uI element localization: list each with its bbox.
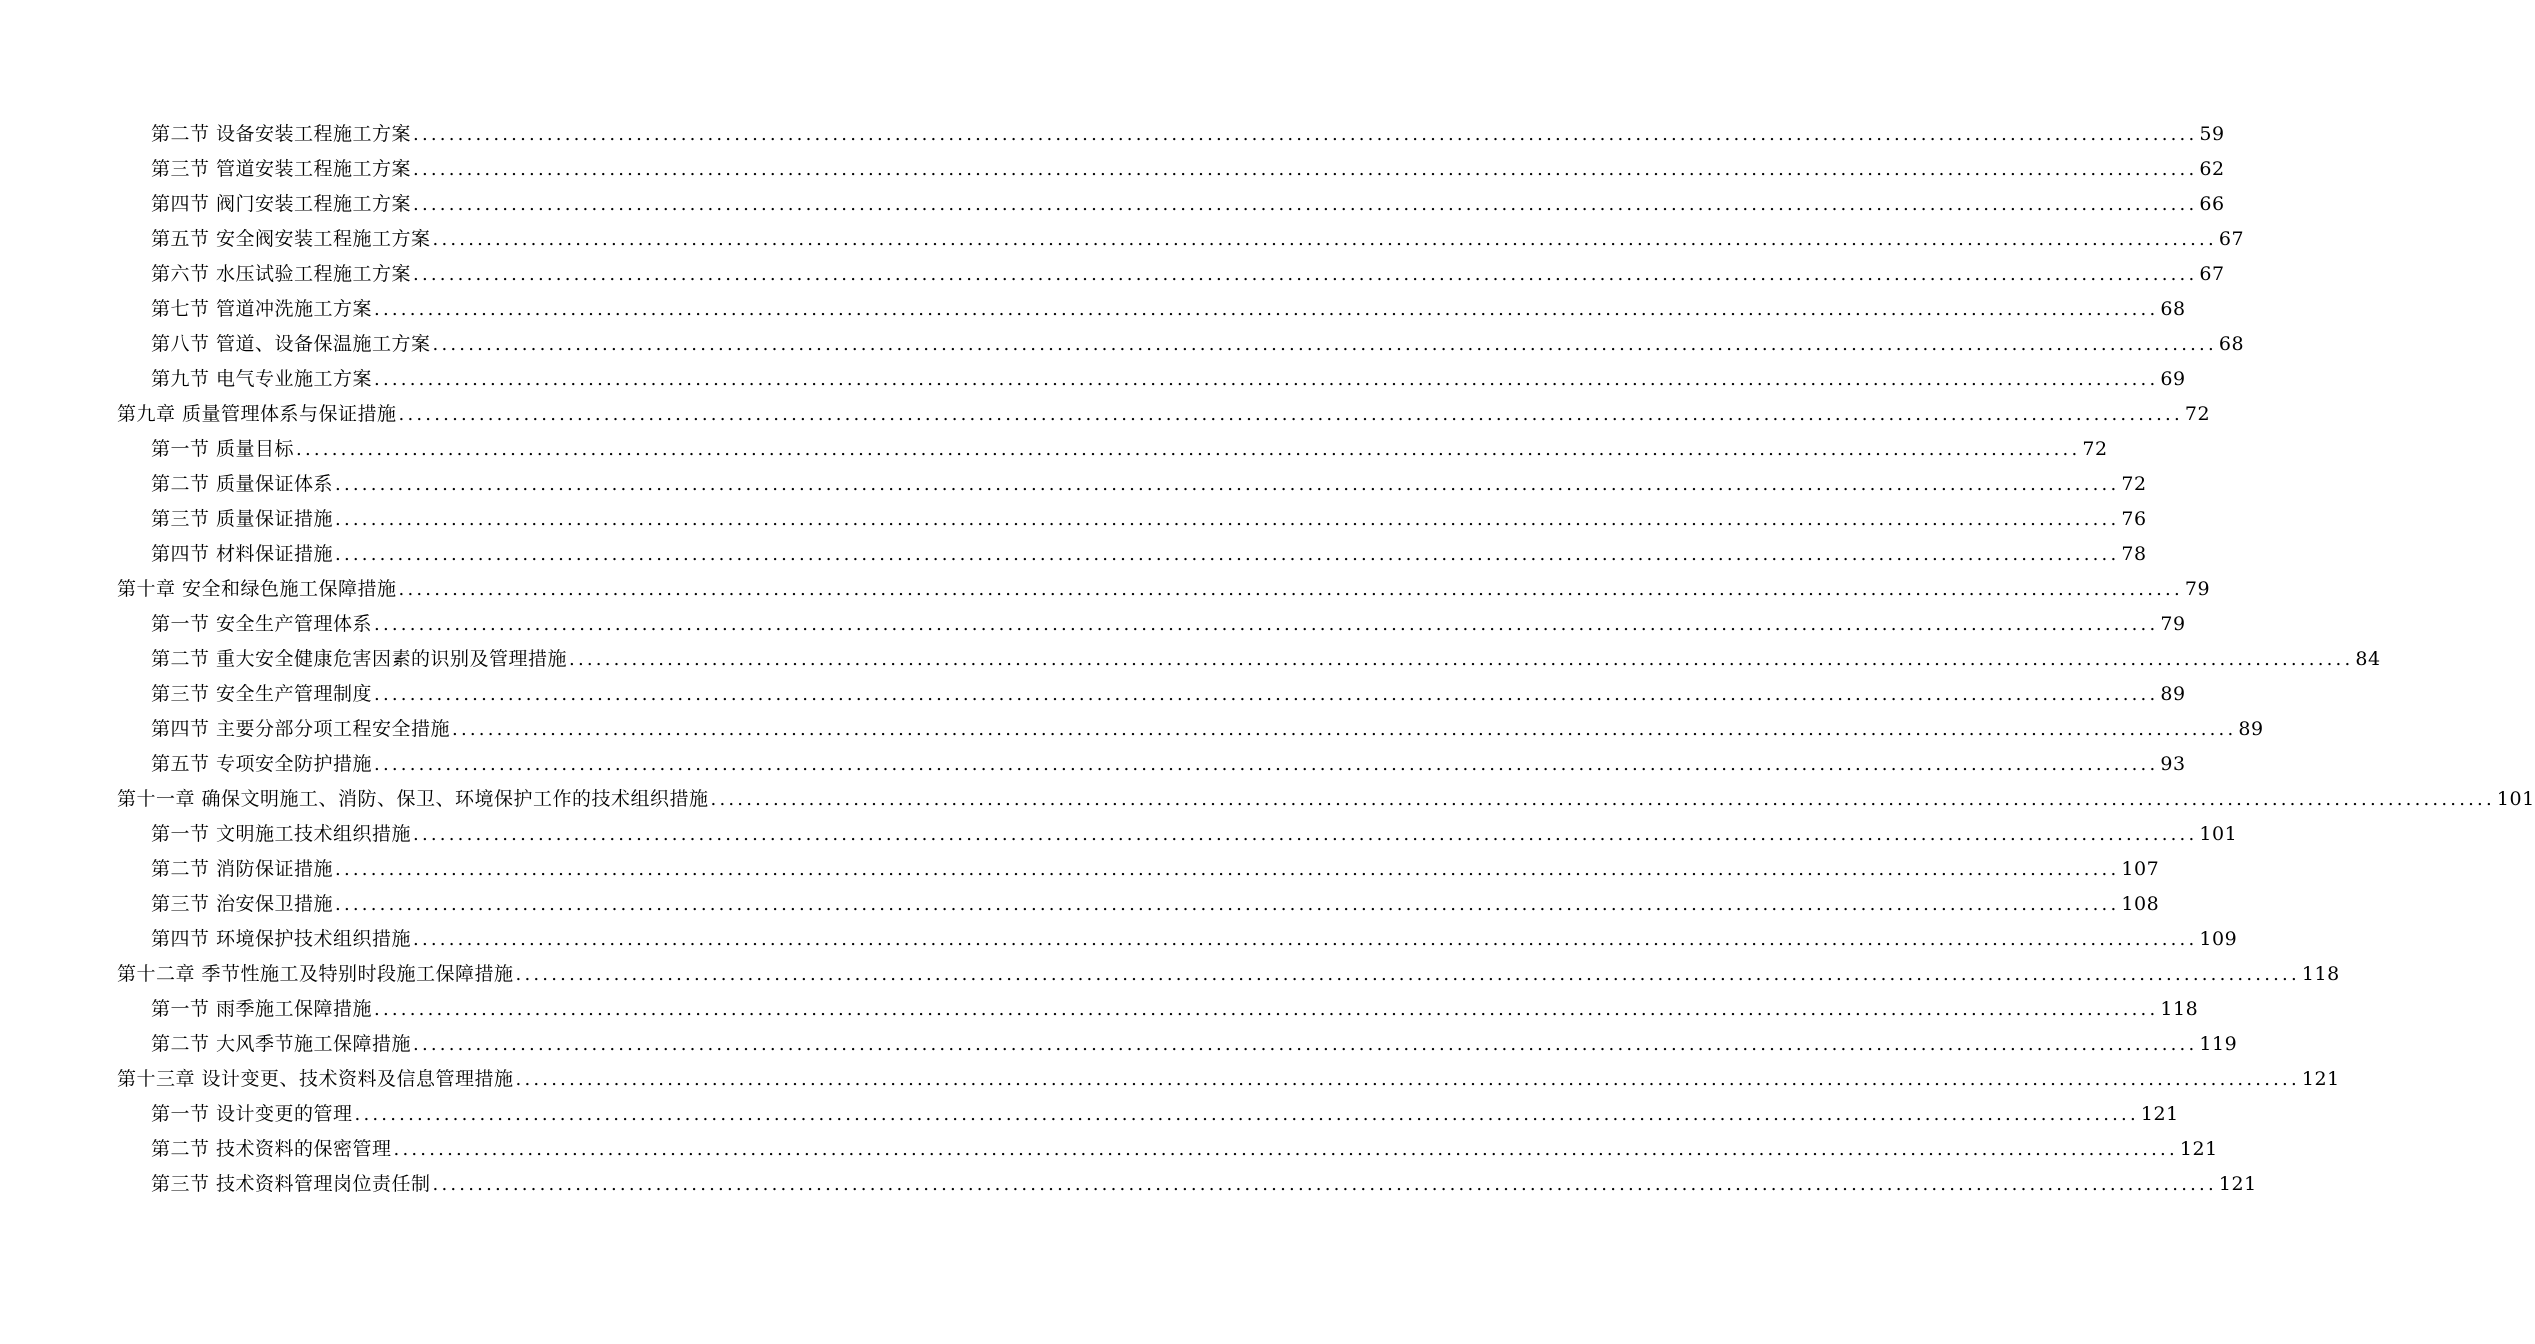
toc-entry[interactable]: [0, 187, 2225, 222]
dot-leader: ........................................................................................................................................................................................................: [432, 1174, 2217, 1195]
toc-entry[interactable]: [0, 1097, 2179, 1132]
toc-entry-title: 第十二章 季节性施工及特别时段施工保障措施: [117, 963, 514, 985]
toc-entry[interactable]: [0, 222, 2245, 257]
dot-leader: ........................................................................................................................................................................................................: [374, 369, 2159, 390]
toc-entry[interactable]: [0, 1132, 2218, 1167]
toc-entry-title: 第二节 消防保证措施: [151, 858, 334, 880]
dot-leader: ........................................................................................................................................................................................................: [452, 719, 2237, 740]
dot-leader: ........................................................................................................................................................................................................: [569, 649, 2354, 670]
toc-entry[interactable]: [0, 712, 2264, 747]
toc-entry-page: 72: [2082, 438, 2108, 460]
dot-leader: ........................................................................................................................................................................................................: [335, 474, 2120, 495]
toc-entry-page: 107: [2121, 858, 2160, 880]
toc-entry-page: 89: [2160, 683, 2186, 705]
dot-leader: ........................................................................................................................................................................................................: [413, 1034, 2198, 1055]
toc-entry-title: 第二节 设备安装工程施工方案: [151, 123, 412, 145]
toc-entry[interactable]: [0, 922, 2238, 957]
dot-leader: ........................................................................................................................................................................................................: [398, 579, 2183, 600]
toc-entry-title: 第三节 安全生产管理制度: [151, 683, 373, 705]
toc-entry-title: 第八节 管道、设备保温施工方案: [151, 333, 431, 355]
dot-leader: ........................................................................................................................................................................................................: [296, 439, 2081, 460]
toc-entry-title: 第十章 安全和绿色施工保障措施: [117, 578, 397, 600]
toc-entry-page: 72: [2121, 473, 2147, 495]
dot-leader: ........................................................................................................................................................................................................: [335, 544, 2120, 565]
toc-entry[interactable]: [0, 747, 2186, 782]
dot-leader: ........................................................................................................................................................................................................: [432, 334, 2217, 355]
dot-leader: ........................................................................................................................................................................................................: [374, 614, 2159, 635]
toc-entry[interactable]: [0, 642, 2381, 677]
toc-entry[interactable]: [0, 257, 2225, 292]
toc-entry-page: 67: [2199, 263, 2225, 285]
dot-leader: ........................................................................................................................................................................................................: [413, 264, 2198, 285]
dot-leader: ........................................................................................................................................................................................................: [393, 1139, 2178, 1160]
dot-leader: ........................................................................................................................................................................................................: [432, 229, 2217, 250]
toc-entry-page: 118: [2301, 963, 2340, 985]
table-of-contents: [0, 117, 2535, 1202]
toc-entry[interactable]: [0, 852, 2160, 887]
toc-entry-title: 第四节 阀门安装工程施工方案: [151, 193, 412, 215]
toc-entry[interactable]: [0, 117, 2225, 152]
toc-entry-page: 89: [2238, 718, 2264, 740]
toc-entry-page: 79: [2160, 613, 2186, 635]
dot-leader: ........................................................................................................................................................................................................: [398, 404, 2183, 425]
toc-entry-page: 93: [2160, 753, 2186, 775]
toc-entry-page: 78: [2121, 543, 2147, 565]
toc-chapter-entry[interactable]: [0, 397, 2211, 432]
toc-entry[interactable]: [0, 1027, 2238, 1062]
toc-entry-page: 68: [2218, 333, 2245, 355]
toc-entry-title: 第三节 治安保卫措施: [151, 893, 334, 915]
dot-leader: ........................................................................................................................................................................................................: [413, 824, 2198, 845]
toc-entry-page: 84: [2355, 648, 2381, 670]
dot-leader: ........................................................................................................................................................................................................: [374, 299, 2159, 320]
toc-entry-title: 第二节 重大安全健康危害因素的识别及管理措施: [151, 648, 568, 670]
dot-leader: ........................................................................................................................................................................................................: [413, 194, 2198, 215]
toc-entry-page: 59: [2199, 123, 2225, 145]
toc-entry[interactable]: [0, 432, 2108, 467]
toc-entry-title: 第四节 环境保护技术组织措施: [151, 928, 412, 950]
toc-entry-page: 109: [2199, 928, 2238, 950]
dot-leader: ........................................................................................................................................................................................................: [374, 754, 2159, 775]
toc-entry[interactable]: [0, 677, 2186, 712]
toc-entry-title: 第一节 设计变更的管理: [151, 1103, 353, 1125]
toc-entry[interactable]: [0, 467, 2147, 502]
toc-entry-page: 121: [2179, 1138, 2218, 1160]
toc-entry-title: 第十三章 设计变更、技术资料及信息管理措施: [117, 1068, 514, 1090]
toc-entry-title: 第二节 技术资料的保密管理: [151, 1138, 392, 1160]
toc-entry-title: 第一节 安全生产管理体系: [151, 613, 373, 635]
toc-entry-page: 72: [2184, 403, 2211, 425]
toc-entry[interactable]: [0, 992, 2199, 1027]
toc-chapter-entry[interactable]: [0, 572, 2211, 607]
dot-leader: ........................................................................................................................................................................................................: [335, 859, 2120, 880]
toc-entry[interactable]: [0, 607, 2186, 642]
toc-entry-page: 66: [2199, 193, 2225, 215]
toc-entry-page: 121: [2301, 1068, 2340, 1090]
toc-entry[interactable]: [0, 292, 2186, 327]
dot-leader: ........................................................................................................................................................................................................: [335, 894, 2120, 915]
toc-entry[interactable]: [0, 817, 2238, 852]
toc-chapter-entry[interactable]: [0, 782, 2535, 817]
toc-entry[interactable]: [0, 362, 2186, 397]
toc-entry-page: 62: [2199, 158, 2225, 180]
toc-entry-page: 101: [2199, 823, 2238, 845]
toc-entry-title: 第十一章 确保文明施工、消防、保卫、环境保护工作的技术组织措施: [117, 788, 709, 810]
toc-entry-title: 第三节 技术资料管理岗位责任制: [151, 1173, 431, 1195]
toc-chapter-entry[interactable]: [0, 957, 2340, 992]
toc-entry-title: 第九节 电气专业施工方案: [151, 368, 373, 390]
toc-entry-page: 108: [2121, 893, 2160, 915]
toc-entry-title: 第二节 大风季节施工保障措施: [151, 1033, 412, 1055]
toc-entry-page: 76: [2121, 508, 2147, 530]
toc-entry-title: 第五节 专项安全防护措施: [151, 753, 373, 775]
toc-entry[interactable]: [0, 887, 2160, 922]
toc-entry[interactable]: [0, 537, 2147, 572]
toc-entry-title: 第五节 安全阀安装工程施工方案: [151, 228, 431, 250]
toc-entry-page: 118: [2160, 998, 2199, 1020]
toc-entry[interactable]: [0, 152, 2225, 187]
dot-leader: ........................................................................................................................................................................................................: [374, 999, 2159, 1020]
toc-entry-page: 69: [2160, 368, 2186, 390]
toc-entry-page: 68: [2160, 298, 2186, 320]
toc-entry-title: 第一节 雨季施工保障措施: [151, 998, 373, 1020]
dot-leader: ........................................................................................................................................................................................................: [710, 789, 2495, 810]
dot-leader: ........................................................................................................................................................................................................: [335, 509, 2120, 530]
toc-entry-title: 第四节 主要分部分项工程安全措施: [151, 718, 451, 740]
toc-entry[interactable]: [0, 502, 2147, 537]
dot-leader: ........................................................................................................................................................................................................: [515, 1069, 2300, 1090]
toc-entry-title: 第六节 水压试验工程施工方案: [151, 263, 412, 285]
toc-chapter-entry[interactable]: [0, 1062, 2340, 1097]
toc-entry-title: 第三节 质量保证措施: [151, 508, 334, 530]
toc-entry-page: 121: [2218, 1173, 2257, 1195]
toc-entry-title: 第九章 质量管理体系与保证措施: [117, 403, 397, 425]
dot-leader: ........................................................................................................................................................................................................: [374, 684, 2159, 705]
toc-entry-title: 第一节 文明施工技术组织措施: [151, 823, 412, 845]
dot-leader: ........................................................................................................................................................................................................: [413, 159, 2198, 180]
toc-entry-title: 第一节 质量目标: [151, 438, 295, 460]
toc-entry[interactable]: [0, 1167, 2257, 1202]
dot-leader: ........................................................................................................................................................................................................: [413, 929, 2198, 950]
dot-leader: ........................................................................................................................................................................................................: [354, 1104, 2139, 1125]
toc-entry-page: 79: [2184, 578, 2211, 600]
toc-entry[interactable]: [0, 327, 2245, 362]
toc-entry-title: 第七节 管道冲洗施工方案: [151, 298, 373, 320]
toc-entry-title: 第三节 管道安装工程施工方案: [151, 158, 412, 180]
dot-leader: ........................................................................................................................................................................................................: [413, 124, 2198, 145]
toc-entry-title: 第四节 材料保证措施: [151, 543, 334, 565]
toc-entry-title: 第二节 质量保证体系: [151, 473, 334, 495]
toc-entry-page: 121: [2140, 1103, 2179, 1125]
dot-leader: ........................................................................................................................................................................................................: [515, 964, 2300, 985]
toc-entry-page: 101: [2496, 788, 2535, 810]
toc-entry-page: 67: [2218, 228, 2245, 250]
toc-entry-page: 119: [2199, 1033, 2238, 1055]
